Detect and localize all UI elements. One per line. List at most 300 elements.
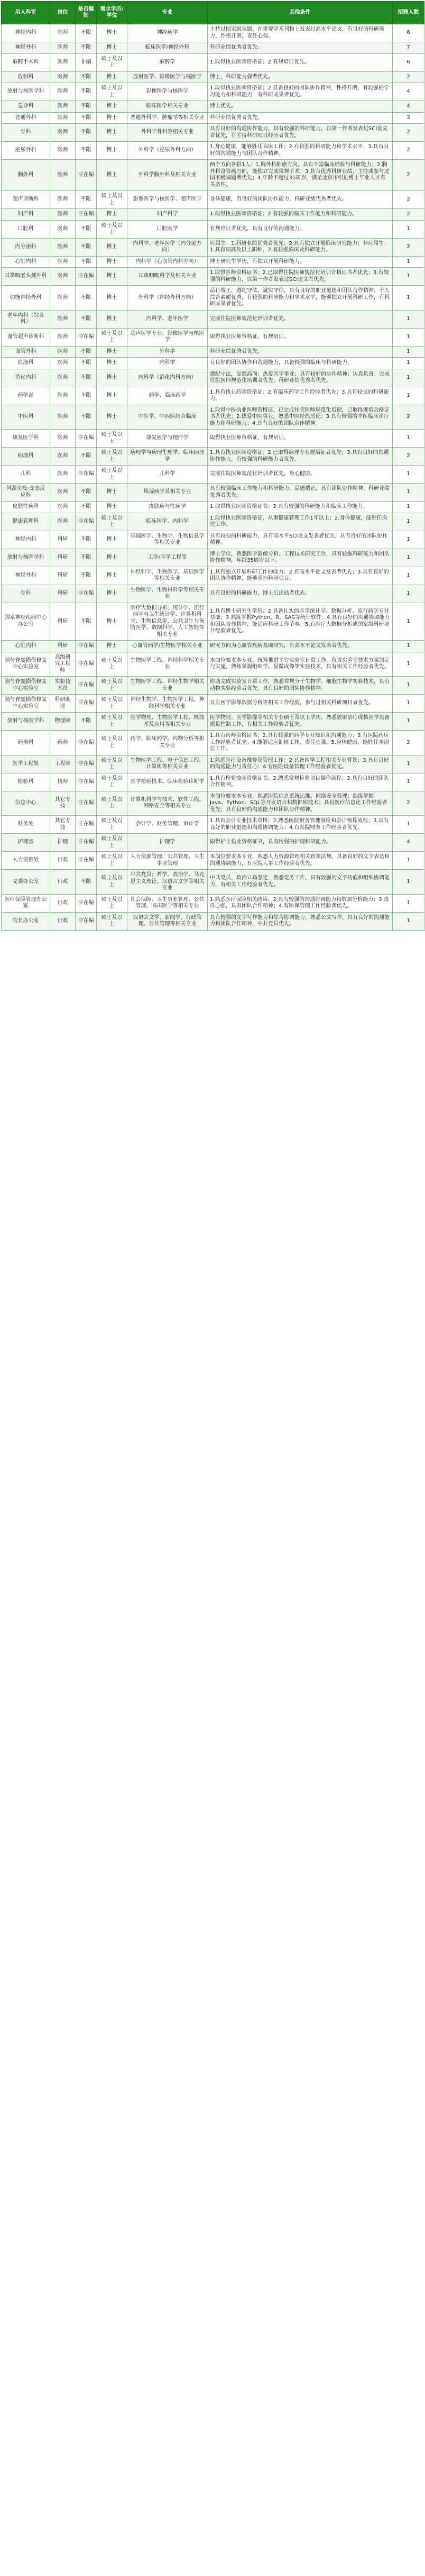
- cell-edu: 硕士及以上: [97, 773, 127, 791]
- table-row: [2, 430, 424, 448]
- cell-count: 2: [393, 160, 424, 191]
- cell-major: 耳鼻咽喉科学及相关专业: [127, 268, 208, 286]
- cell-count: 1: [393, 713, 424, 731]
- cell-edu: 硕士及以上: [97, 870, 127, 895]
- cell-edu: 博士: [97, 101, 127, 113]
- cell-major: 内科学、老年医学（内分泌方向）: [127, 238, 208, 256]
- cell-count: 1: [393, 369, 424, 387]
- table-row: [2, 160, 424, 191]
- cell-edu: 博士: [97, 531, 127, 549]
- cell-dept: 放射科: [2, 71, 50, 83]
- cell-major: 医学检验技术、临床检验诊断学: [127, 773, 208, 791]
- table-row: [2, 502, 424, 513]
- cell-staff: 非在编: [76, 328, 97, 346]
- table-row: [2, 112, 424, 124]
- cell-dept: 心脏内科: [2, 641, 50, 652]
- cell-count: 1: [393, 502, 424, 513]
- cell-req: 主持过国家级课题，在重要学术刊物上发表过高水平论文，有良好的科研能力，性格开朗，责任心强。: [208, 24, 393, 42]
- table-row: [2, 513, 424, 531]
- cell-major: 外科学（神经外科方向）: [127, 286, 208, 311]
- cell-edu: 硕士及以上: [97, 791, 127, 816]
- cell-edu: 硕士及以上: [97, 755, 127, 773]
- cell-staff: 非在编: [76, 773, 97, 791]
- cell-req: 本岗位要求本专业，熟悉人力资源管理相关政策法规，具备良好的文字表达和沟通协调能力，有医院人事工作经验者优先。: [208, 852, 393, 870]
- table-row: [2, 405, 424, 430]
- cell-staff: 不限: [76, 870, 97, 895]
- cell-dept: 党委办公室: [2, 870, 50, 895]
- cell-req: 博士优先。: [208, 101, 393, 113]
- cell-staff: 不限: [76, 405, 97, 430]
- cell-staff: 不限: [76, 42, 97, 54]
- cell-major: 口腔医学: [127, 220, 208, 238]
- table-row: [2, 209, 424, 221]
- cell-edu: 硕士及以上: [97, 652, 127, 677]
- recruitment-table: [1, 1, 424, 931]
- cell-req: 1.具有执业医师资格证；2.已取得病理专业规培证者优先；3.具有良好的沟通协作能力，有较强的科研能力者优先。: [208, 448, 393, 466]
- cell-dept: 骨科: [2, 585, 50, 603]
- cell-staff: 不限: [76, 220, 97, 238]
- cell-post: 医师: [50, 124, 76, 142]
- cell-dept: 口腔科: [2, 220, 50, 238]
- cell-count: 1: [393, 852, 424, 870]
- cell-post: 医师: [50, 369, 76, 387]
- cell-edu: 硕士及以上: [97, 448, 127, 466]
- table-row: [2, 652, 424, 677]
- cell-edu: 博士: [97, 124, 127, 142]
- cell-count: 2: [393, 142, 424, 160]
- table-row: [2, 585, 424, 603]
- cell-major: 护理学: [127, 834, 208, 852]
- table-row: [2, 42, 424, 54]
- cell-major: 生物医学工程、神经科学相关专业: [127, 652, 208, 677]
- cell-staff: 非在编: [76, 912, 97, 930]
- cell-staff: 不限: [76, 603, 97, 641]
- cell-staff: 不限: [76, 191, 97, 209]
- cell-staff: 不限: [76, 286, 97, 311]
- table-row: [2, 834, 424, 852]
- cell-count: 1: [393, 346, 424, 358]
- cell-req: 1.取得医师资格证书；2.已取得住院医师规范化培训合格证书者优先；3.有较强的科研能力，以第一作者发表过SCI论文者优先。: [208, 268, 393, 286]
- cell-staff: 非在编: [76, 513, 97, 531]
- cell-major: 内科学: [127, 358, 208, 369]
- cell-staff: 非在编: [76, 677, 97, 695]
- table-row: [2, 124, 424, 142]
- table-row: [2, 358, 424, 369]
- cell-edu: 博士: [97, 641, 127, 652]
- cell-dept: 麻醉手术科: [2, 53, 50, 71]
- cell-post: 医师: [50, 53, 76, 71]
- cell-major: 病理学与病理生理学、临床病理学: [127, 448, 208, 466]
- cell-dept: 脑与脊髓损伤修复中心实验室: [2, 677, 50, 695]
- cell-edu: 硕士及以上: [97, 430, 127, 448]
- cell-req: 1.具有执业药师资格证；2.有临床药学工作经验者优先；3.具有较强的科研能力。: [208, 387, 393, 405]
- cell-req: 完成住院医师规范化培训者优先，身心健康。: [208, 466, 393, 484]
- header-post: 岗位: [50, 2, 76, 24]
- cell-edu: 博士: [97, 142, 127, 160]
- cell-count: 6: [393, 53, 424, 71]
- cell-dept: 医学工程处: [2, 755, 50, 773]
- cell-post: 工程师: [50, 755, 76, 773]
- cell-req: 科研业绩优秀者优先。: [208, 112, 393, 124]
- cell-dept: 老年内科（综合科）: [2, 310, 50, 328]
- cell-major: 内科学（消化内科方向）: [127, 369, 208, 387]
- cell-req: 本岗位要求本专业，熟悉医院信息系统运维、网络安全管理；熟练掌握Java、Python、SQL等开发语言和数据库技术；具有医疗信息化工作经验者优先；具有良好的沟通能力和团队协作精神。: [208, 791, 393, 816]
- table-row: [2, 755, 424, 773]
- table-row: [2, 713, 424, 731]
- cell-count: 1: [393, 358, 424, 369]
- cell-dept: 放射与核医学科: [2, 713, 50, 731]
- cell-count: 2: [393, 71, 424, 83]
- cell-count: 1: [393, 430, 424, 448]
- cell-staff: 不限: [76, 238, 97, 256]
- cell-major: 麻醉学: [127, 53, 208, 71]
- cell-req: 1.具有检验技师资格证书；2.熟悉常规检验项目操作流程；3.具有良好的团队合作精神。: [208, 773, 393, 791]
- cell-major: 医疗大数据分析、统计学、流行病学与卫生统计学、计算机科学、生物信息学、公共卫生与预防医学、数据科学、人工智能等相关专业: [127, 603, 208, 641]
- cell-post: 医师: [50, 101, 76, 113]
- cell-staff: 不限: [76, 71, 97, 83]
- cell-major: 医学物理、生物医学工程、核技术及应用等相关专业: [127, 713, 208, 731]
- cell-count: 4: [393, 834, 424, 852]
- cell-staff: 非在编: [76, 585, 97, 603]
- cell-count: 1: [393, 310, 424, 328]
- cell-req: 应届生：1.科研业绩优秀者优先；2.具有独立开展临床研究能力；非应届生：1.具有副高及以上职称，2.有较强临床及科研能力。: [208, 238, 393, 256]
- cell-post: 药师: [50, 731, 76, 755]
- table-row: [2, 677, 424, 695]
- cell-dept: 血液科: [2, 358, 50, 369]
- table-row: [2, 448, 424, 466]
- cell-post: 科研: [50, 641, 76, 652]
- cell-staff: 不限: [76, 24, 97, 42]
- cell-post: 医师: [50, 484, 76, 502]
- cell-edu: 博士: [97, 238, 127, 256]
- cell-edu: 博士: [97, 24, 127, 42]
- cell-major: 妇产科学: [127, 209, 208, 221]
- cell-edu: 博士: [97, 549, 127, 567]
- cell-edu: 硕士及以上: [97, 816, 127, 834]
- cell-staff: 不限: [76, 124, 97, 142]
- cell-staff: 非在编: [76, 791, 97, 816]
- cell-post: 其它专技: [50, 791, 76, 816]
- cell-dept: 骨科: [2, 124, 50, 142]
- cell-dept: 急诊科: [2, 101, 50, 113]
- table-row: [2, 603, 424, 641]
- cell-count: 2: [393, 238, 424, 256]
- cell-dept: 国家神经疾病中心办公室: [2, 603, 50, 641]
- cell-post: 高级研究工程师: [50, 652, 76, 677]
- cell-post: 科研: [50, 567, 76, 585]
- cell-major: 外科学胸外科及相关专业: [127, 160, 208, 191]
- cell-post: 医师: [50, 83, 76, 101]
- cell-count: 1: [393, 603, 424, 641]
- cell-count: 1: [393, 328, 424, 346]
- cell-major: 生物医学工程、电子信息工程、计算机等相关专业: [127, 755, 208, 773]
- table-row: [2, 256, 424, 268]
- table-row: [2, 870, 424, 895]
- table-row: [2, 71, 424, 83]
- cell-post: 行政: [50, 870, 76, 895]
- cell-major: 风湿病学及相关专业: [127, 484, 208, 502]
- cell-count: 1: [393, 912, 424, 930]
- cell-post: 医师: [50, 24, 76, 42]
- cell-major: 外科学: [127, 346, 208, 358]
- cell-major: 药学、临床药学、药物分析等相关专业: [127, 731, 208, 755]
- cell-staff: 非在编: [76, 852, 97, 870]
- cell-count: 2: [393, 731, 424, 755]
- table-row: [2, 894, 424, 912]
- cell-req: 科研业绩优秀者优先。: [208, 42, 393, 54]
- cell-staff: 不限: [76, 83, 97, 101]
- cell-dept: 神经外科: [2, 42, 50, 54]
- cell-staff: 不限: [76, 112, 97, 124]
- cell-post: 医师: [50, 502, 76, 513]
- cell-req: 具有较强的科研能力，具有高水平SCI论文发表者优先；具有良好的团队协作精神。: [208, 531, 393, 549]
- cell-req: 1.熟悉医疗保险相关政策；2.具有较强的沟通协调能力和数据分析能力；3.责任心强，具有团队合作精神；4.有医保管理工作经验者优先。: [208, 894, 393, 912]
- cell-post: 医师: [50, 358, 76, 369]
- cell-dept: 院长办公室: [2, 912, 50, 930]
- cell-major: 基础医学、生物学、生物信息学等相关专业: [127, 531, 208, 549]
- cell-dept: 检验科: [2, 773, 50, 791]
- header-count: 招聘人数: [393, 2, 424, 24]
- cell-post: 科研: [50, 531, 76, 549]
- cell-major: 生物医学、生物材料学等相关专业: [127, 585, 208, 603]
- cell-req: 1.具有会计专业技术资格；2.熟悉医院财务管理制度和会计核算流程；3.具有良好的职业道德和沟通协调能力；4.有医院财务工作经验者优先。: [208, 816, 393, 834]
- cell-major: 儿科学: [127, 466, 208, 484]
- table-row: [2, 369, 424, 387]
- cell-staff: 不限: [76, 567, 97, 585]
- cell-edu: 硕士及以上: [97, 894, 127, 912]
- cell-dept: 血管外科: [2, 346, 50, 358]
- table-row: [2, 912, 424, 930]
- table-row: [2, 191, 424, 209]
- cell-major: 神经病学: [127, 24, 208, 42]
- cell-edu: 博士: [97, 358, 127, 369]
- cell-major: 临床医学/神经外科: [127, 42, 208, 54]
- cell-count: 4: [393, 83, 424, 101]
- cell-staff: 非在编: [76, 731, 97, 755]
- cell-req: 1.取得中医执业医师资格证，已完成住院医师规范化培训，已取得规培合格证书者优先；2.热爱中医事业，熟悉中医经典理论；3.具有较强的中医临床诊疗能力和科研能力；4.具有良好的团队合作精神。: [208, 405, 393, 430]
- cell-staff: 非在编: [76, 695, 97, 713]
- cell-edu: 硕士及以上: [97, 834, 127, 852]
- cell-count: 2: [393, 124, 424, 142]
- cell-dept: 神经内科: [2, 24, 50, 42]
- cell-dept: 消化内科: [2, 369, 50, 387]
- cell-dept: 胸外科: [2, 160, 50, 191]
- cell-count: 7: [393, 42, 424, 54]
- cell-staff: 非在编: [76, 894, 97, 912]
- table-row: [2, 567, 424, 585]
- cell-dept: 耳鼻咽喉头颈外科: [2, 268, 50, 286]
- cell-count: 1: [393, 549, 424, 567]
- cell-req: 博士，科研能力强者优先。: [208, 71, 393, 83]
- cell-count: 1: [393, 816, 424, 834]
- cell-staff: 不限: [76, 310, 97, 328]
- header-req: 其他条件: [208, 2, 393, 24]
- cell-dept: 药剂科: [2, 731, 50, 755]
- table-row: [2, 531, 424, 549]
- cell-post: 医师: [50, 142, 76, 160]
- cell-post: 行政: [50, 894, 76, 912]
- cell-major: 普通外科学、肿瘤学等相关专业: [127, 112, 208, 124]
- cell-dept: 健康管理科: [2, 513, 50, 531]
- cell-post: 医师: [50, 209, 76, 221]
- cell-major: 临床医学相关专业: [127, 101, 208, 113]
- cell-dept: 中医科: [2, 405, 50, 430]
- cell-staff: 不限: [76, 531, 97, 549]
- cell-req: 1.熟悉医疗设备维修及管理工作；2.具备医学工程相关专业背景；3.具有良好的沟通能力与责任心；4.有医院设备管理工作经验者优先。: [208, 755, 393, 773]
- cell-dept: 放射与核医学科: [2, 83, 50, 101]
- cell-staff: 非在编: [76, 430, 97, 448]
- cell-staff: 不限: [76, 369, 97, 387]
- cell-staff: 非编: [76, 53, 97, 71]
- cell-req: 1.具有药师资格证书；2.具有较强的药学专业知识和沟通能力；3.有医院药房工作经验者优先；4.能够适应倒班工作，责任心强；5.身体健康，能胜任本岗位工作。: [208, 731, 393, 755]
- cell-count: 1: [393, 585, 424, 603]
- cell-count: 6: [393, 24, 424, 42]
- cell-count: 1: [393, 755, 424, 773]
- cell-edu: 硕士及以上: [97, 220, 127, 238]
- cell-staff: 不限: [76, 101, 97, 113]
- cell-dept: 财务处: [2, 816, 50, 834]
- cell-req: 1.取得执业医师资格证；2.有规培证优先。: [208, 53, 393, 71]
- cell-post: 医师: [50, 160, 76, 191]
- cell-major: 中医学、中西医结合临床: [127, 405, 208, 430]
- cell-major: 人力资源管理、公共管理、卫生事业管理: [127, 852, 208, 870]
- cell-major: 放射医学、影像医学与核医学: [127, 71, 208, 83]
- cell-req: 完成住院医师规范化培训者优先。: [208, 310, 393, 328]
- cell-req: 中共党员，政治立场坚定，熟悉党务工作，具有较强的文字功底和组织协调能力，有相关工作经验者优先。: [208, 870, 393, 895]
- cell-post: 医师: [50, 238, 76, 256]
- cell-req: 取得执业医师资格证，有规培证。: [208, 430, 393, 448]
- cell-edu: 博士: [97, 369, 127, 387]
- header-dept: 用人科室: [2, 2, 50, 24]
- cell-staff: 不限: [76, 142, 97, 160]
- cell-major: 影像医学与核医学、超声医学: [127, 191, 208, 209]
- cell-edu: 博士: [97, 209, 127, 221]
- cell-edu: 博士: [97, 268, 127, 286]
- cell-count: 1: [393, 220, 424, 238]
- header-edu: 需求学历/学位: [97, 2, 127, 24]
- cell-post: 医师: [50, 448, 76, 466]
- table-row: [2, 286, 424, 311]
- cell-dept: 病理科: [2, 448, 50, 466]
- table-row: [2, 346, 424, 358]
- cell-edu: 硕士及以上: [97, 852, 127, 870]
- cell-req: 协助完成实验室日常工作，熟悉常规分子生物学、细胞生物学实验技术，具有动物实验经验者优先，具有良好的团队协作精神。: [208, 677, 393, 695]
- cell-dept: 信息中心: [2, 791, 50, 816]
- cell-count: 1: [393, 513, 424, 531]
- cell-major: 内科学、老年医学: [127, 310, 208, 328]
- cell-post: 医师: [50, 256, 76, 268]
- cell-staff: 非在编: [76, 834, 97, 852]
- table-row: [2, 101, 424, 113]
- cell-post: 医师: [50, 286, 76, 311]
- cell-post: 医师: [50, 220, 76, 238]
- cell-req: 1.取得执业医师资格证书；2.具有较强的科研能力和临床工作能力。: [208, 502, 393, 513]
- cell-staff: 不限: [76, 387, 97, 405]
- cell-edu: 博士: [97, 585, 127, 603]
- cell-staff: 不限: [76, 448, 97, 466]
- cell-count: 1: [393, 387, 424, 405]
- cell-dept: 护理部: [2, 834, 50, 852]
- cell-dept: 泌尿外科: [2, 142, 50, 160]
- cell-count: 1: [393, 466, 424, 484]
- cell-req: 医学物理、医学影像等相关专业硕士及以上学历，熟悉放射治疗或核医学设备质量控制工作，有相关工作经验者优先。: [208, 713, 393, 731]
- cell-dept: 皮肤性病科: [2, 502, 50, 513]
- cell-post: 医师: [50, 191, 76, 209]
- cell-count: 2: [393, 448, 424, 466]
- cell-post: 科研: [50, 549, 76, 567]
- cell-post: 实验技术员: [50, 677, 76, 695]
- cell-count: 1: [393, 695, 424, 713]
- cell-post: 医师: [50, 268, 76, 286]
- cell-edu: 博士: [97, 405, 127, 430]
- cell-post: 医师: [50, 42, 76, 54]
- cell-staff: 不限: [76, 502, 97, 513]
- cell-count: 1: [393, 268, 424, 286]
- cell-post: 科研: [50, 603, 76, 641]
- cell-staff: 非在编: [76, 209, 97, 221]
- cell-edu: 博士: [97, 346, 127, 358]
- cell-edu: 硕士及以上: [97, 53, 127, 71]
- cell-edu: 博士: [97, 286, 127, 311]
- cell-dept: 医疗保险管理办公室: [2, 894, 50, 912]
- cell-req: 1.取得执业医师资格证，从事健康管理工作1年以上；2.身体健康，能胜任岗位工作。: [208, 513, 393, 531]
- cell-dept: 脑与脊髓损伤修复中心实验室: [2, 695, 50, 713]
- cell-dept: 心脏内科: [2, 256, 50, 268]
- cell-staff: 非在编: [76, 268, 97, 286]
- cell-dept: 普通外科: [2, 112, 50, 124]
- cell-dept: 人力资源处: [2, 852, 50, 870]
- cell-dept: 超声诊断科: [2, 191, 50, 209]
- cell-req: 有良好的团队协作和沟通能力，具备较强的临床与科研能力。: [208, 358, 393, 369]
- cell-post: 护理: [50, 834, 76, 852]
- cell-edu: 博士: [97, 502, 127, 513]
- cell-post: 医师: [50, 405, 76, 430]
- cell-staff: 不限: [76, 358, 97, 369]
- cell-post: 科研: [50, 585, 76, 603]
- cell-count: 2: [393, 191, 424, 209]
- cell-post: 物理师: [50, 713, 76, 731]
- cell-post: 医师: [50, 328, 76, 346]
- cell-req: 取得护士执业资格证书，具有较强的护理科研能力。: [208, 834, 393, 852]
- cell-edu: 硕士及以上: [97, 912, 127, 930]
- cell-post: 医师: [50, 466, 76, 484]
- cell-post: 行政: [50, 852, 76, 870]
- cell-major: 中共党员；哲学、政治学、马克思主义理论、汉语言文学等相关专业: [127, 870, 208, 895]
- cell-edu: 博士: [97, 112, 127, 124]
- cell-edu: 硕士及以上: [97, 328, 127, 346]
- table-row: [2, 773, 424, 791]
- cell-major: 生物医学工程、神经生物学相关专业: [127, 677, 208, 695]
- cell-staff: 不限: [76, 549, 97, 567]
- cell-req: 研究方向为心血管疾病基础研究，有高水平论文发表者优先。: [208, 641, 393, 652]
- cell-req: 1.具有博士研究生学历；2.具备扎实的医学统计学、数据分析、流行病学专业基础；3.熟练掌握Python、R、SAS等统计软件；4.具有良好的沟通协调能力和团队合作精神，能适应科研工作节奏；5.有医疗大数据分析或国家级科研项目经验者优先。: [208, 603, 393, 641]
- cell-count: 1: [393, 286, 424, 311]
- cell-req: 科研业绩优秀者优先。: [208, 346, 393, 358]
- cell-major: 超声医学专业、影像医学与核医学: [127, 328, 208, 346]
- cell-req: 具有良好的沟通协作能力，具有较强的科研能力，以第一作者发表过SCI论文者优先，有主持科研项目经历者优先。: [208, 124, 393, 142]
- cell-staff: 不限: [76, 346, 97, 358]
- cell-dept: 放射与核医学科: [2, 549, 50, 567]
- table-header: [2, 2, 424, 24]
- cell-major: 工学/医学工程等: [127, 549, 208, 567]
- cell-dept: 药学部: [2, 387, 50, 405]
- cell-major: 药学、临床药学: [127, 387, 208, 405]
- cell-staff: 不限: [76, 484, 97, 502]
- table-row: [2, 310, 424, 328]
- cell-req: 遵纪守法，品德高尚；热爱医学事业；具有较好的协作精神；认真负责；完成住院医师规范化培训者优先，科研业绩优秀者优先。: [208, 369, 393, 387]
- cell-req: 1.取得执业医师资格证；2.有较强的临床工作能力和科研能力。: [208, 209, 393, 221]
- cell-count: 1: [393, 894, 424, 912]
